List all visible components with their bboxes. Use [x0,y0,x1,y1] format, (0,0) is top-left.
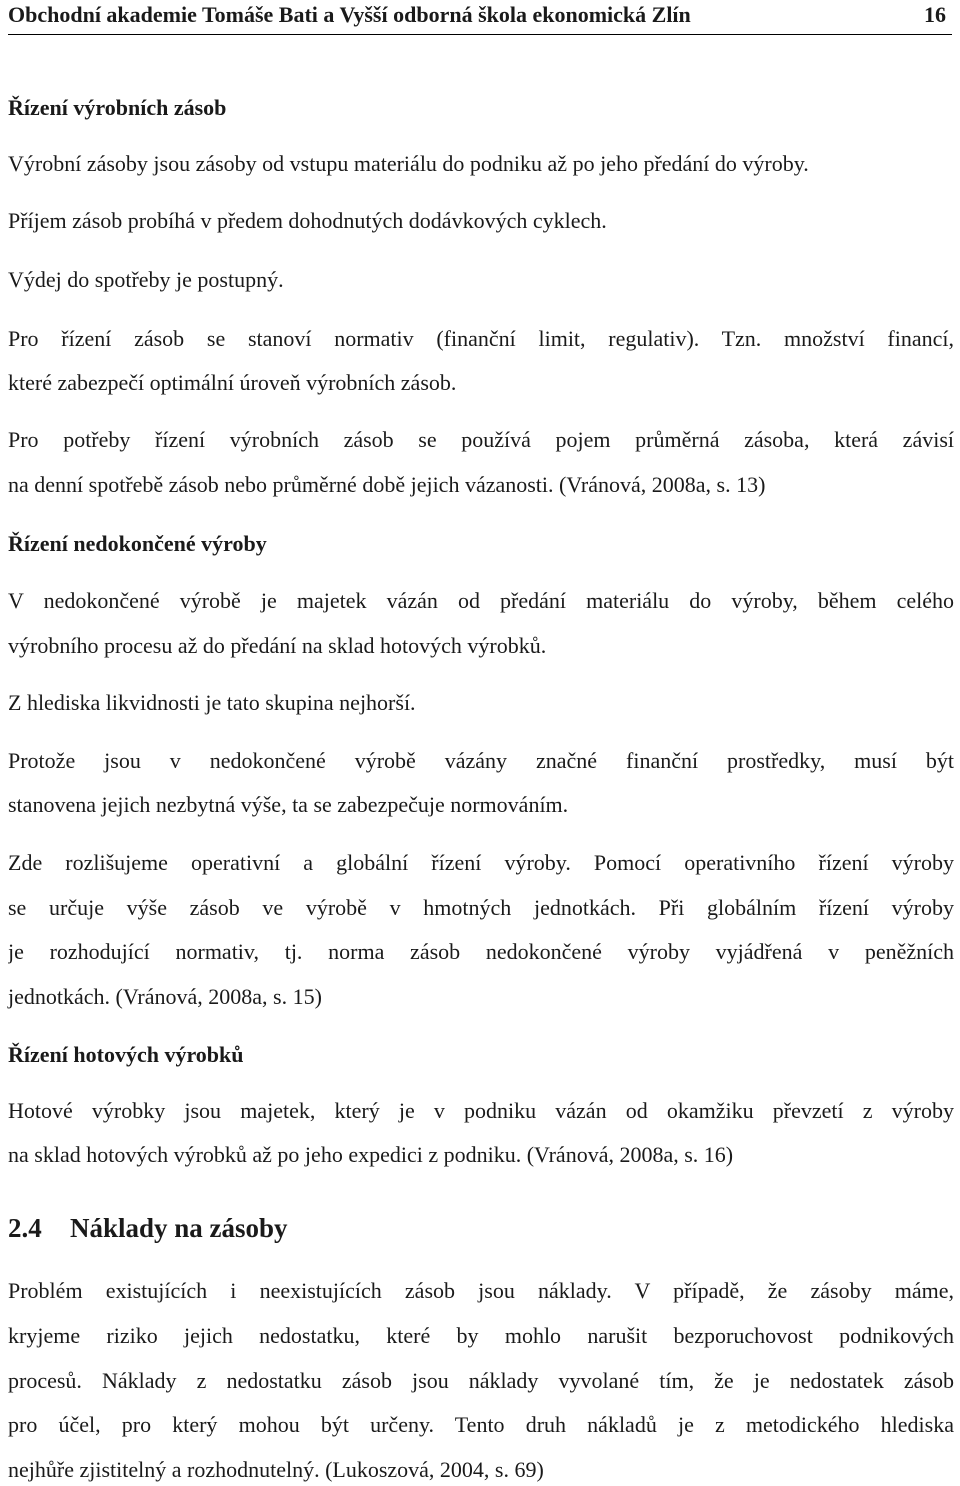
paragraph-line: na denní spotřebě zásob nebo průměrné době jejich vázanosti. (Vránová, 2008a, s. 13) [8,472,766,497]
section-heading-vyrobni-zasoby: Řízení výrobních zásob [8,95,227,120]
paragraph-line: Výrobní zásoby jsou zásoby od vstupu materiálu do podniku až po jeho předání do výroby. [8,151,809,176]
paragraph-line: nejhůře zjistitelný a rozhodnutelný. (Lukoszová, 2004, s. 69) [8,1457,544,1482]
paragraph-line: Protože jsou v nedokončené výrobě vázány značné finanční prostředky, musí být [8,748,954,773]
paragraph-line: na sklad hotových výrobků až po jeho expedici z podniku. (Vránová, 2008a, s. 16) [8,1142,734,1167]
paragraph-line: Hotové výrobky jsou majetek, který je v podniku vázán od okamžiku převzetí z výroby [8,1098,954,1123]
paragraph-line: Pro řízení zásob se stanoví normativ (finanční limit, regulativ). Tzn. množství financí, [8,326,954,351]
section-heading-hotove-vyrobky: Řízení hotových výrobků [8,1042,244,1067]
running-header [8,0,952,35]
paragraph-line: procesů. Náklady z nedostatku zásob jsou náklady vyvolané tím, že je nedostatek zásob [8,1368,954,1393]
paragraph-line: Z hlediska likvidnosti je tato skupina nejhorší. [8,690,416,715]
paragraph-line: jednotkách. (Vránová, 2008a, s. 15) [8,984,322,1009]
paragraph-line: pro účel, pro který mohou být určeny. Tento druh nákladů je z metodického hlediska [8,1412,954,1437]
paragraph-line: Výdej do spotřeby je postupný. [8,267,284,292]
paragraph-line: se určuje výše zásob ve výrobě v hmotných jednotkách. Při globálním řízení výroby [8,895,954,920]
paragraph-line: Problém existujících i neexistujících zásob jsou náklady. V případě, že zásoby máme, [8,1278,954,1303]
header-title: Obchodní akademie Tomáše Bati a Vyšší odborná škola ekonomická Zlín [8,2,691,27]
section-heading-nedokoncena-vyroba: Řízení nedokončené výroby [8,531,267,556]
chapter-title: Náklady na zásoby [70,1213,288,1243]
paragraph-line: které zabezpečí optimální úroveň výrobních zásob. [8,370,457,395]
chapter-heading [8,1211,954,1245]
paragraph-line: Příjem zásob probíhá v předem dohodnutých dodávkových cyklech. [8,208,607,233]
page-number: 16 [924,2,946,27]
paragraph-line: stanovena jejich nezbytná výše, ta se zabezpečuje normováním. [8,792,569,817]
paragraph-line: je rozhodující normativ, tj. norma zásob nedokončené výroby vyjádřená v peněžních [8,939,954,964]
paragraph-line: V nedokončené výrobě je majetek vázán od předání materiálu do výroby, během celého [8,588,954,613]
paragraph-line: kryjeme riziko jejich nedostatku, které by mohlo narušit bezporuchovost podnikových [8,1323,954,1348]
paragraph-line: Pro potřeby řízení výrobních zásob se používá pojem průměrná zásoba, která závisí [8,427,954,452]
paragraph-line: Zde rozlišujeme operativní a globální řízení výroby. Pomocí operativního řízení výroby [8,850,954,875]
chapter-number: 2.4 [8,1213,42,1243]
paragraph-line: výrobního procesu až do předání na sklad hotových výrobků. [8,633,547,658]
